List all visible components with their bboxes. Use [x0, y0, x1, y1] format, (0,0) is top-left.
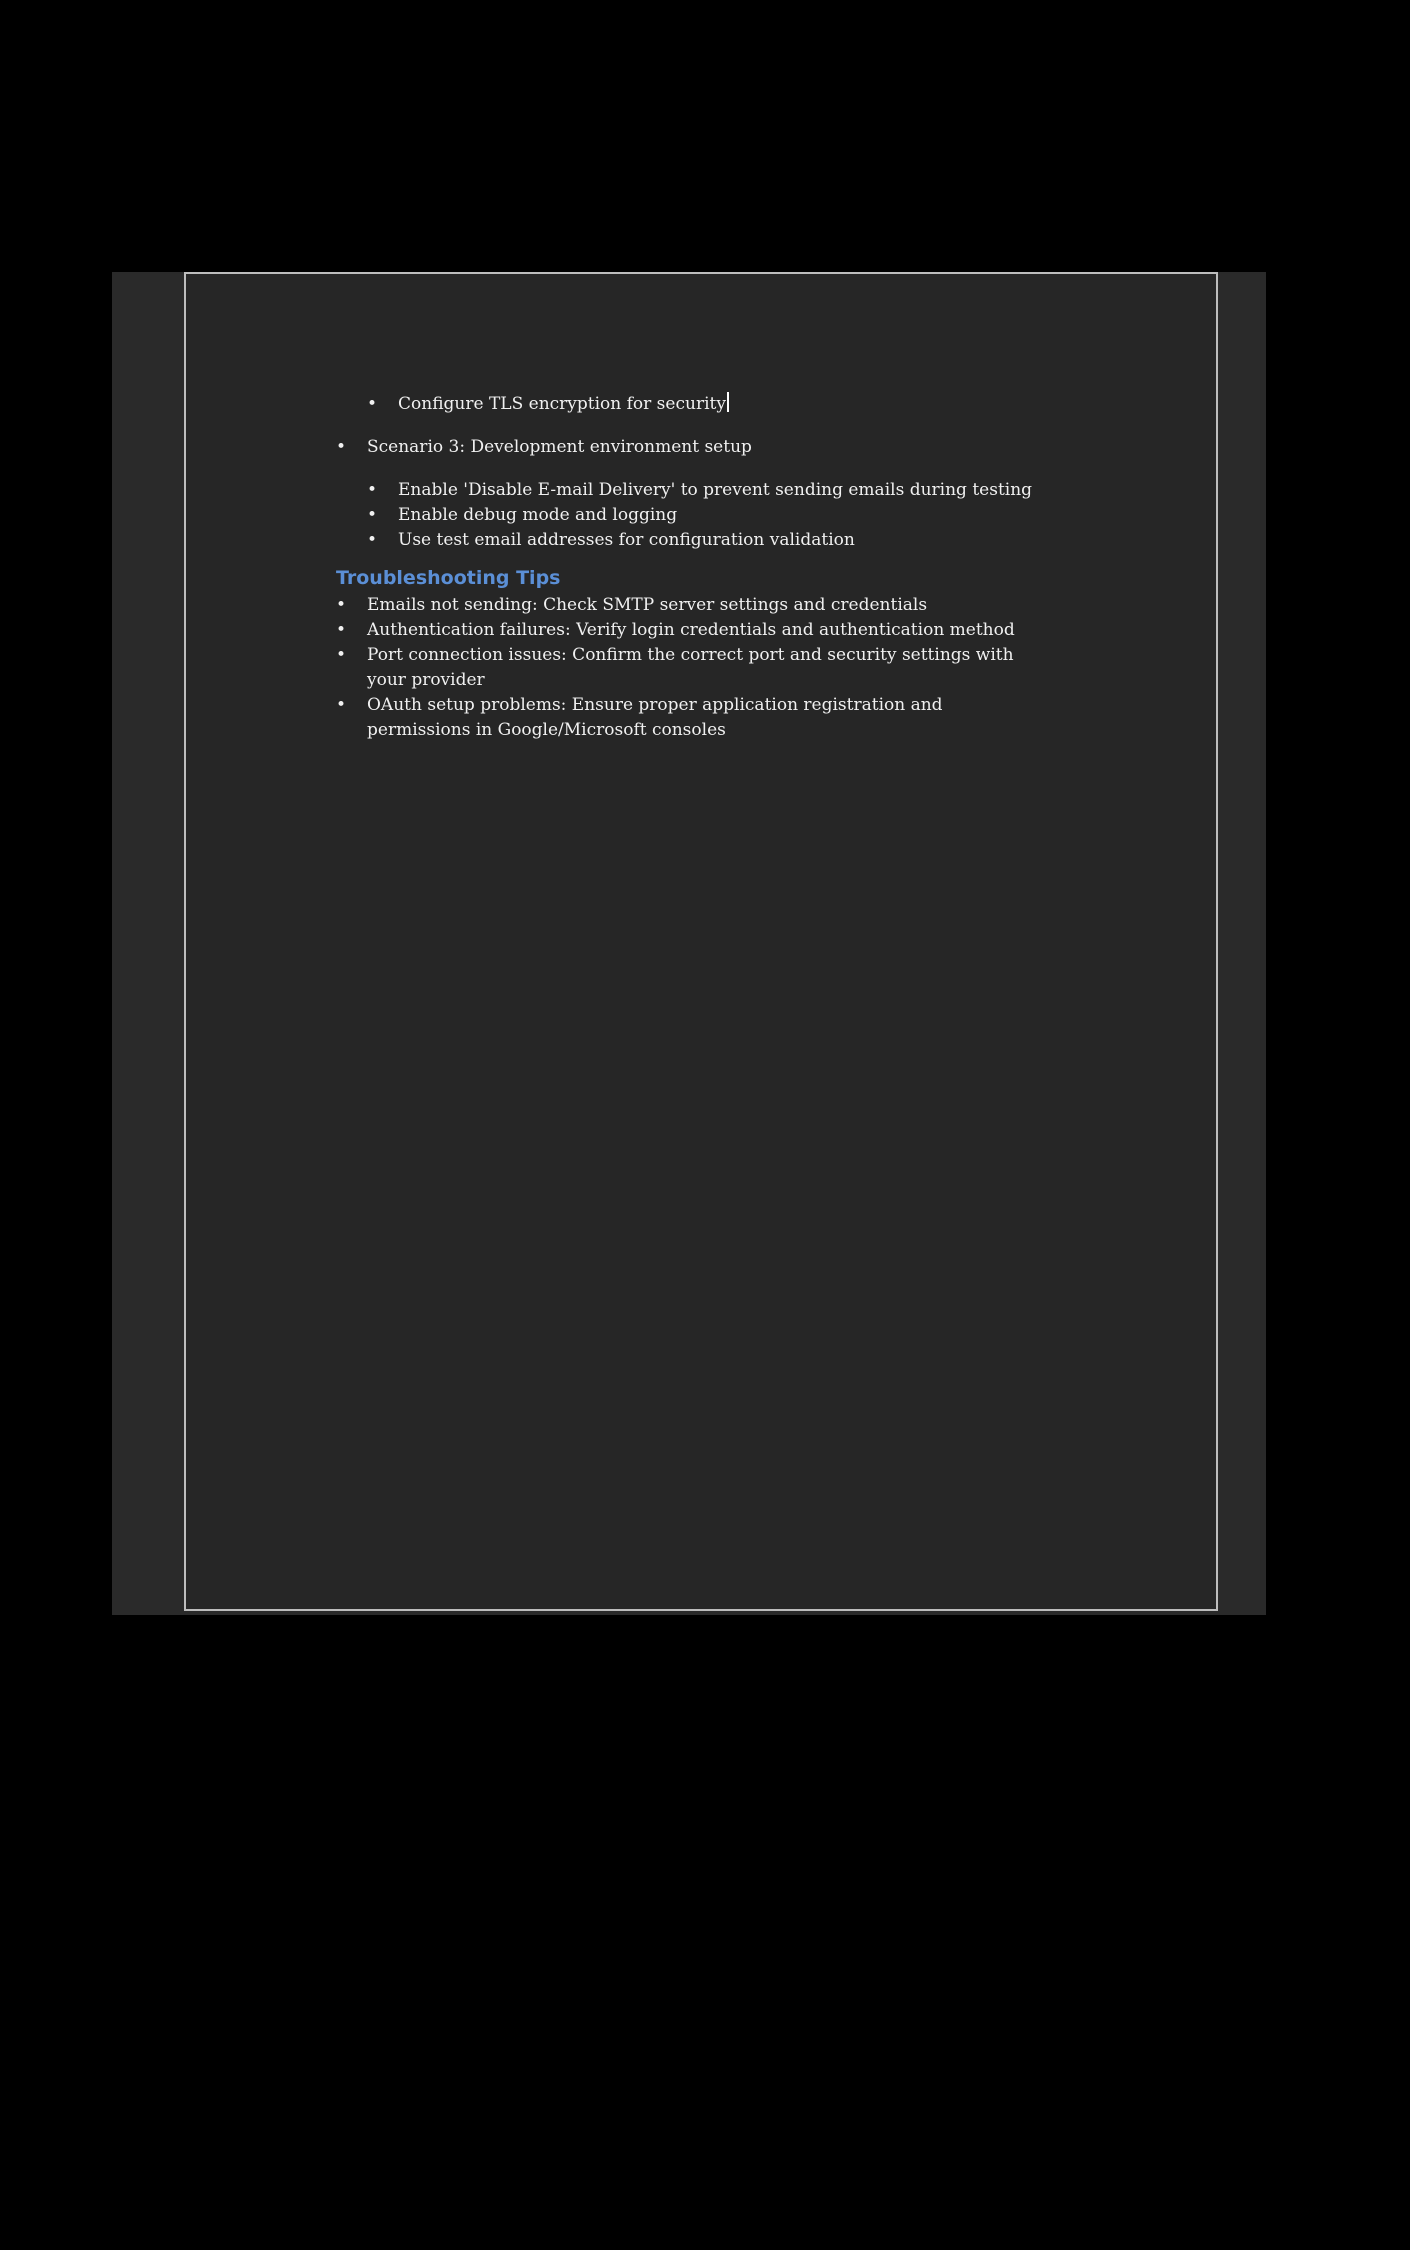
list-item[interactable]: [367, 392, 1046, 417]
list-item[interactable]: [367, 528, 1046, 553]
list-item[interactable]: [367, 478, 1046, 503]
document-page[interactable]: [184, 272, 1218, 1611]
section-heading: Troubleshooting Tips: [336, 567, 561, 589]
list-item[interactable]: [367, 503, 1046, 528]
tip-text: OAuth setup problems: Ensure proper application registration and permissions in Google/Microsoft consoles: [367, 695, 943, 740]
list-item-text: Enable 'Disable E-mail Delivery' to prevent sending emails during testing: [398, 480, 1033, 500]
tip-text: Emails not sending: Check SMTP server settings and credentials: [367, 595, 928, 615]
list-item-text: Configure TLS encryption for security: [398, 394, 726, 414]
list-item-text: Enable debug mode and logging: [398, 505, 678, 525]
tip-list-item[interactable]: [336, 643, 1046, 693]
list-item-text: Scenario 3: Development environment setup: [367, 437, 752, 457]
text-cursor: [727, 392, 729, 412]
tip-text: Port connection issues: Confirm the correct port and security settings with your provider: [367, 645, 1014, 690]
tip-text: Authentication failures: Verify login credentials and authentication method: [367, 620, 1015, 640]
list-item-text: Use test email addresses for configuration validation: [398, 530, 855, 550]
tip-list-item[interactable]: [336, 693, 1046, 743]
document-canvas[interactable]: [112, 272, 1266, 1615]
tip-list-item[interactable]: [336, 593, 1046, 618]
document-body[interactable]: [336, 392, 1046, 743]
tip-list-item[interactable]: [336, 618, 1046, 643]
list-item[interactable]: [336, 435, 1046, 460]
